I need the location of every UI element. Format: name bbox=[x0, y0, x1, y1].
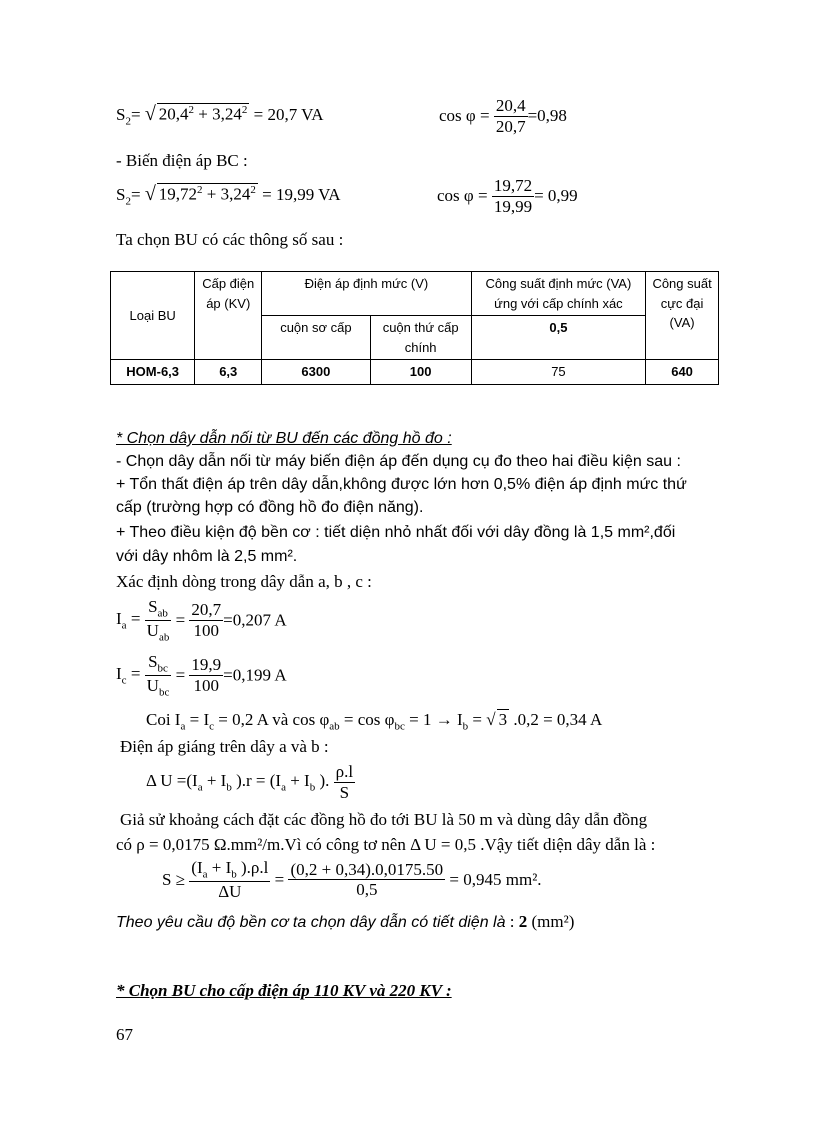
cell-max-power: 640 bbox=[646, 360, 719, 385]
s2-bc-formula: $S_2=$ √ $19,72^2 + 3,24^2 = 19,99$ VA bbox=[116, 183, 341, 208]
s-formula: S ≥ $\frac{(I_a + I_b ).\rho.l}{\Delta U}$ = $\frac{(0,2 + 0,34).0,0175.50}{0,5}$ = 0,945 mm². bbox=[162, 858, 542, 902]
page-number: 67 bbox=[116, 1025, 133, 1044]
bu-spec-table bbox=[110, 271, 719, 385]
ic-formula: $I_c$ = $\frac{S_{bc}}{U_{bc}}$ = $\frac{19,9}{100}$ =0,199 A bbox=[116, 652, 287, 699]
header-type: Loại BU bbox=[111, 272, 195, 360]
bc-heading: - Biến điện áp BC : bbox=[116, 151, 248, 170]
wire-paragraph-2a: + Tổn thất điện áp trên dây dẫn,không được lớn hơn 0,5% điện áp định mức thứ bbox=[116, 476, 687, 493]
header-rated-power: Công suất định mức (VA) ứng với cấp chính xác bbox=[471, 272, 645, 316]
cell-secondary: 100 bbox=[370, 360, 471, 385]
cos-ab-formula: cos φ = $\frac{20,4}{20,7}$ =0,98 bbox=[439, 96, 567, 136]
assume-line-2: có ρ = 0,0175 Ω.mm²/m.Vì có công tơ nên Δ U = 0,5 .Vậy tiết diện dây dẫn là : bbox=[116, 835, 656, 854]
cell-primary: 6300 bbox=[262, 360, 370, 385]
wire-paragraph-3a: + Theo điều kiện độ bền cơ : tiết diện nhỏ nhất đối với dây đồng là 1,5 mm²,đối bbox=[116, 524, 676, 541]
coi-line: Coi $I_a = I_c = 0,2$ A và $\cos \varphi_{ab} = \cos \varphi_{bc} = 1 \to I_b$ = √ 3 .0,2 = 0,34 A bbox=[146, 710, 603, 733]
header-rated-voltage: Điện áp định mức (V) bbox=[262, 272, 472, 316]
delta-u-formula: Δ $U =(I_a + I_b$ )$.r = (I_a + I_b$ ). $\frac{\rho.l}{S}$ bbox=[146, 762, 354, 802]
header-secondary: cuộn thứ cấp chính bbox=[370, 316, 471, 360]
header-primary: cuộn sơ cấp bbox=[262, 316, 370, 360]
header-accuracy: 0,5 bbox=[471, 316, 645, 360]
wire-paragraph-1: - Chọn dây dẫn nối từ máy biến điện áp đến dụng cụ đo theo hai điều kiện sau : bbox=[116, 453, 681, 470]
wire-heading: * Chọn dây dẫn nối từ BU đến các đồng hồ đo : bbox=[116, 430, 452, 447]
wire-paragraph-3b: với dây nhôm là 2,5 mm². bbox=[116, 548, 298, 565]
cos-bc-formula: cos φ = $\frac{19,72}{19,99}$ = 0,99 bbox=[437, 176, 578, 216]
ia-formula: $I_a$ = $\frac{S_{ab}}{U_{ab}}$ = $\frac{20,7}{100}$ =0,207 A bbox=[116, 597, 287, 644]
header-level: Cấp điện áp (KV) bbox=[195, 272, 262, 360]
cell-type: HOM-6,3 bbox=[111, 360, 195, 385]
bottom-heading: * Chọn BU cho cấp điện áp 110 KV và 220 KV : bbox=[116, 981, 452, 1000]
wire-paragraph-2b: cấp (trường hợp có đồng hồ đo điện năng). bbox=[116, 499, 424, 516]
cell-rated-power: 75 bbox=[471, 360, 645, 385]
assume-line-1: Giả sử khoảng cách đặt các đồng hồ đo tới BU là 50 m và dùng dây dẫn đồng bbox=[120, 810, 648, 829]
cell-level: 6,3 bbox=[195, 360, 262, 385]
table-row bbox=[111, 360, 719, 385]
s2-ab-formula: $S_2=$ √ $20,4^2 + 3,24^2 = 20,7$ VA bbox=[116, 103, 324, 128]
drop-heading: Điện áp giáng trên dây a và b : bbox=[120, 737, 329, 756]
choose-bu-text: Ta chọn BU có các thông số sau : bbox=[116, 230, 344, 249]
current-heading: Xác định dòng trong dây dẫn a, b , c : bbox=[116, 572, 372, 591]
header-max-power: Công suất cực đại (VA) bbox=[646, 272, 719, 360]
conclusion: Theo yêu cầu độ bền cơ ta chọn dây dẫn có tiết diện là : 2 (mm²) bbox=[116, 912, 575, 931]
